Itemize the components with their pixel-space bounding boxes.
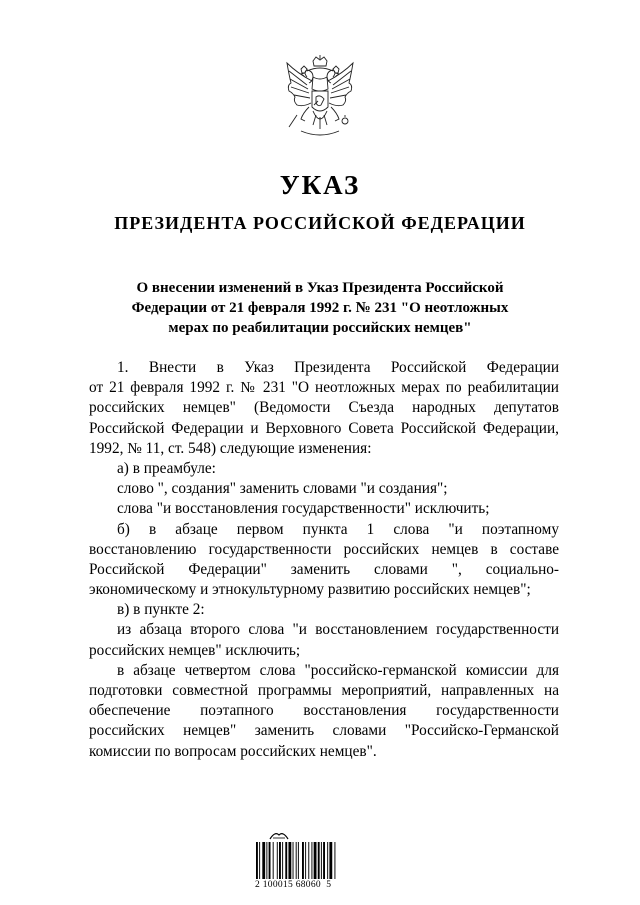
body-line: из абзаца второго слова "и восстановлением государственности (117, 621, 559, 639)
body-line: в абзаце четвертом слова "российско-германской комиссии для (117, 661, 559, 679)
document-title: УКАЗ (279, 170, 361, 200)
barcode-bar (262, 842, 265, 879)
body-line: 1. Внести в Указ Президента Российской Федерации (117, 359, 559, 376)
body-line: Российской Федерации" заменить словами ", социально- (89, 560, 559, 578)
barcode-bar (256, 842, 258, 879)
barcode-number: 2 100015 68060 5 (255, 880, 332, 890)
barcode-bar (293, 842, 294, 879)
body-line: восстановлению государственности российских немцев в составе (89, 540, 559, 558)
body-line: слова "и восстановления государственности" исключить; (117, 500, 490, 518)
document-subtitle: ПРЕЗИДЕНТА РОССИЙСКОЙ ФЕДЕРАЦИИ (114, 213, 526, 233)
barcode-bar (296, 842, 297, 879)
body-line: экономическому и этнокультурному развитию российских немцев"; (89, 581, 531, 599)
russian-coat-of-arms-icon (283, 55, 357, 145)
print-house-logo-icon (269, 830, 289, 840)
barcode-bar (302, 842, 304, 879)
barcode-bar (285, 842, 287, 879)
heading-line: Федерации от 21 февраля 1992 г. № 231 "О неотложных (131, 300, 509, 316)
body-line: б) в абзаце первом пункта 1 слова "и поэтапному (117, 520, 559, 538)
body-line: российских немцев" исключить; (89, 641, 301, 659)
barcode-bar (279, 842, 281, 879)
barcode-bar (314, 842, 317, 879)
barcode-bar (273, 842, 274, 879)
barcode-bar (277, 842, 278, 879)
barcode-bar (288, 842, 291, 879)
heading-line: мерах по реабилитации российских немцев" (168, 320, 472, 336)
barcode-bar (308, 842, 309, 879)
body-line: российских немцев" (Ведомости Съезда народных депутатов (89, 399, 559, 417)
barcode-bar (269, 842, 271, 879)
document-body (89, 358, 559, 762)
barcode-bar (323, 842, 325, 879)
barcode-bar (282, 842, 283, 879)
barcode-bar (327, 842, 328, 879)
body-line: комиссии по вопросам российских немцев". (89, 742, 377, 760)
barcode-bar (334, 842, 335, 879)
body-line: подготовки совместной программы мероприятий, направленных на (89, 682, 559, 699)
document-heading (100, 278, 540, 338)
barcode-bar (318, 842, 320, 879)
barcode-bar (266, 842, 267, 879)
body-line: в) в пункте 2: (117, 601, 205, 619)
barcode-bar (298, 842, 299, 879)
body-line: слово ", создания" заменить словами "и создания"; (117, 480, 448, 498)
body-line: 1992, № 11, ст. 548) следующие изменения: (89, 439, 372, 457)
barcode-bar (321, 842, 322, 879)
heading-line: О внесении изменений в Указ Президента Российской (136, 280, 504, 296)
barcode-bar (259, 842, 260, 879)
barcode-bar (311, 842, 312, 879)
body-line: российских немцев" заменить словами "Российско-Германской (89, 722, 559, 740)
body-line: обеспечение поэтапного восстановления государственности (89, 702, 559, 720)
barcode-bars (255, 842, 370, 879)
body-line: а) в преамбуле: (117, 459, 216, 477)
barcode-bar (305, 842, 306, 879)
barcode-bar (329, 842, 332, 879)
body-line: Российской Федерации и Верховного Совета Российской Федерации, (89, 419, 559, 437)
body-line: от 21 февраля 1992 г. № 231 "О неотложных мерах по реабилитации (89, 379, 559, 397)
barcode (255, 830, 370, 892)
